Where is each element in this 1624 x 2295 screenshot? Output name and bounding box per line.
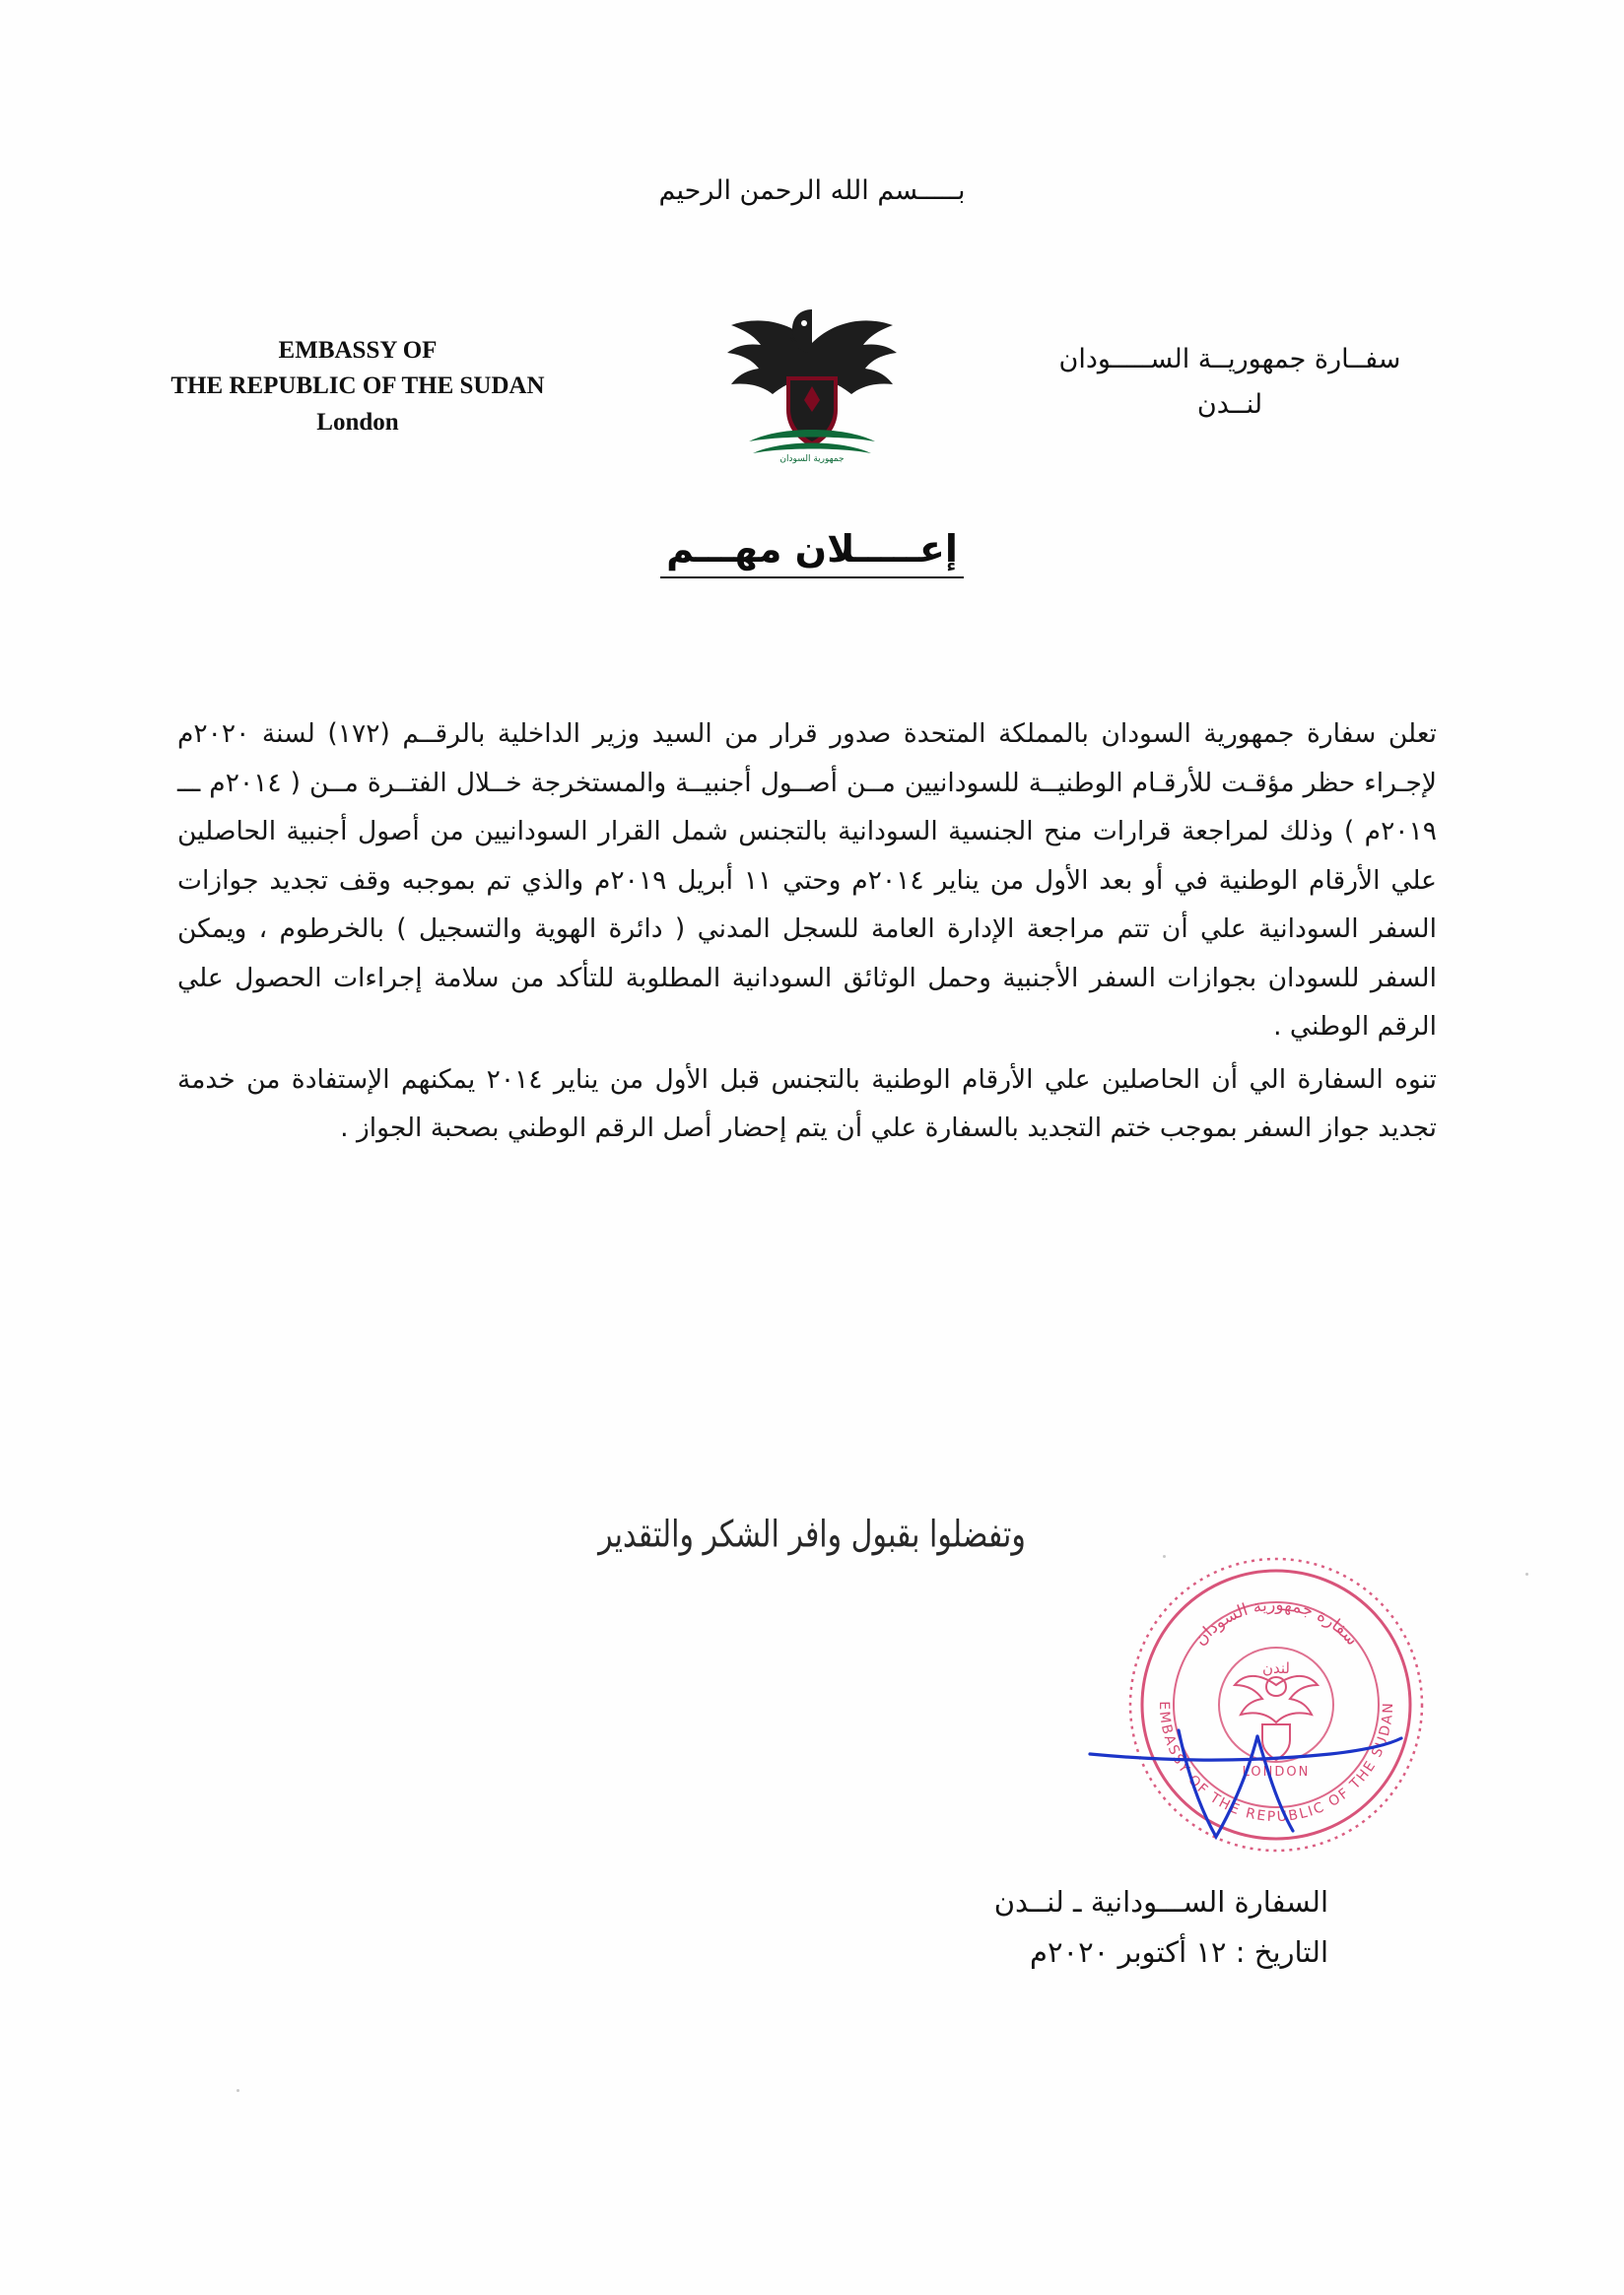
svg-text:لندن: لندن — [1262, 1659, 1290, 1677]
embassy-name-arabic — [974, 337, 1486, 428]
svg-text:سفارة جمهورية السودان: سفارة جمهورية السودان — [1190, 1594, 1362, 1651]
svg-text:جمهورية السودان: جمهورية السودان — [779, 454, 845, 464]
closing-script-text: وتفضلوا بقبول وافر الشكر والتقدير — [598, 1513, 1026, 1557]
footer-signatory: السفارة السـ‍ــودانية ـ لنــدن — [993, 1885, 1328, 1919]
footer-date: التاريخ : ١٢ أكتوبر ٢٠٢٠م — [1029, 1934, 1328, 1969]
official-stamp — [1118, 1547, 1434, 1862]
scan-speckle — [1163, 1555, 1166, 1558]
embassy-city-ar: لنــدن — [1196, 388, 1263, 420]
embassy-name-en-line1: EMBASSY OF — [278, 337, 438, 364]
embassy-name-ar-line1: سفــارة جمهوريــة السـ‍ــــودان — [1058, 344, 1401, 374]
body-paragraph-2: تنوه السفارة الي أن الحاصلين علي الأرقام الوطنية بالتجنس قبل الأول من يناير ٢٠١٤ يمكنهم الإستفادة من خدمة تجديد جواز السفر بموجب ختم التجديد بالسفارة علي أن يتم إحضار أصل الرقم الوطني بصحبة الجواز . — [177, 1063, 1438, 1144]
embassy-name-en-line2: THE REPUBLIC OF THE SUDAN — [170, 372, 545, 400]
embassy-name-english — [126, 333, 589, 440]
announcement-title-wrapper — [0, 527, 1624, 578]
scan-speckle — [1525, 1573, 1528, 1576]
svg-text:EMBASSY OF THE REPUBLIC OF THE: EMBASSY OF THE REPUBLIC OF THE SUDAN — [1155, 1701, 1397, 1826]
document-footer — [994, 1877, 1328, 1978]
announcement-body — [177, 709, 1437, 1155]
svg-text:LONDON: LONDON — [1242, 1765, 1311, 1780]
embassy-city-en: London — [316, 408, 399, 436]
letterhead — [0, 286, 1624, 493]
scan-speckle — [237, 2089, 239, 2092]
body-paragraph-1: تعلن سفارة جمهورية السودان بالمملكة المتحدة صدور قرار من السيد وزير الداخلية بالرقــم (١٧٢) لسنة ٢٠٢٠م لإجـراء حظر مؤقـت للأرقـام الوطنيــة للسودانيين مــن أصــول أجنبيــة والمستخرجة خــلال الفتــرة مــن ( ٢٠١٤م ـــ ٢٠١٩م ) وذلك لمراجعة قرارات منح الجنسية السودانية بالتجنس شمل القرار السودانيين من أصول أجنبية الحاصلين علي الأرقام الوطنية في أو بعد الأول من يناير ٢٠١٤م وحتي ١١ أبريل ٢٠١٩م والذي تم بموجبه وقف تجديد جوازات السفر السودانية علي أن تتم مراجعة الإدارة العامة للسجل المدني ( دائرة الهوية والتسجيل ) بالخرطوم ، ويمكن السفر للسودان بجوازات السفر الأجنبية وحمل الوثائق السودانية المطلوبة للتأكد من سلامة إجراءات الحصول علي الرقم الوطني . — [177, 718, 1438, 1043]
basmala-line: بـــــسم الله الرحمن الرحيم — [658, 175, 966, 206]
announcement-title: إعـــــلان مهـــم — [660, 527, 964, 578]
sudan-eagle-emblem — [713, 292, 911, 479]
